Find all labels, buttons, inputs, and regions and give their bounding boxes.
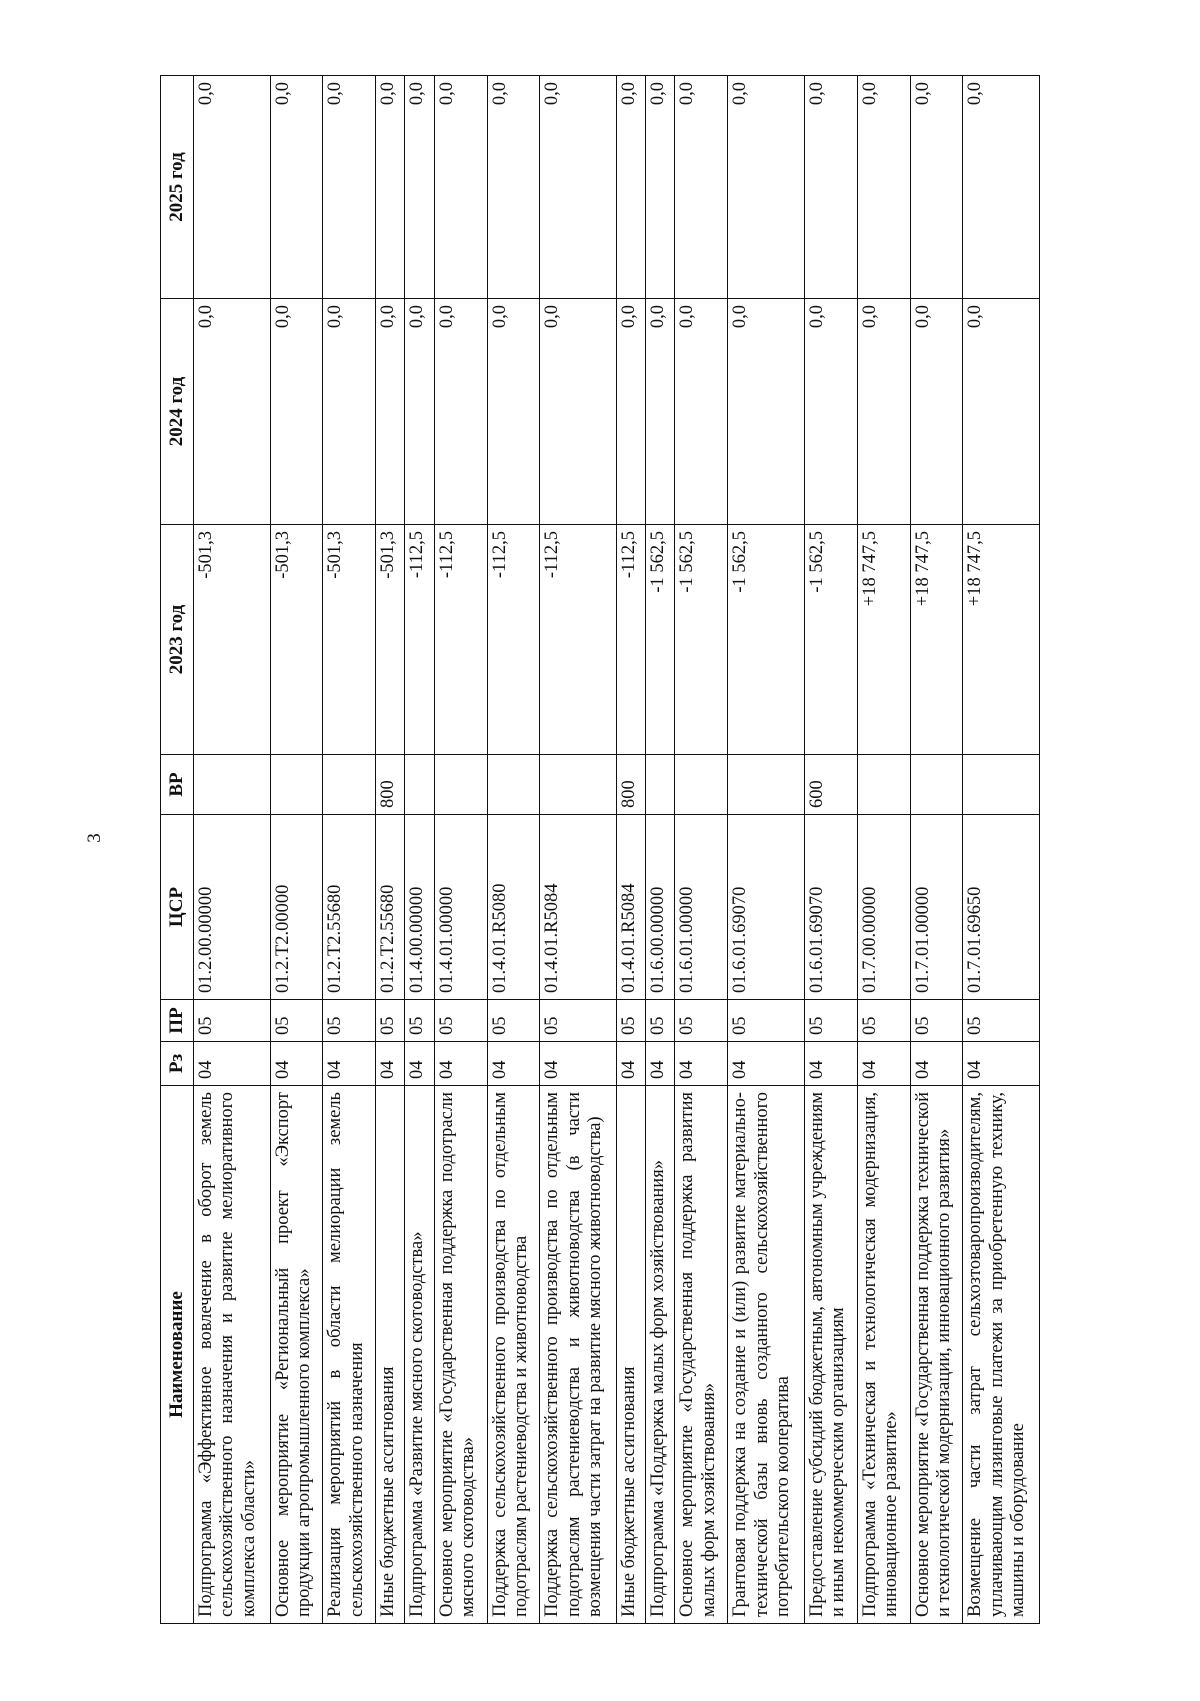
cell-pr: 05 <box>405 1000 434 1042</box>
cell-pr: 05 <box>675 1000 728 1042</box>
cell-2025: 0,0 <box>194 76 271 299</box>
cell-rz: 04 <box>434 1042 487 1086</box>
cell-vr <box>857 755 910 815</box>
cell-pr: 05 <box>434 1000 487 1042</box>
cell-vr: 800 <box>616 755 645 815</box>
cell-2025: 0,0 <box>804 76 857 299</box>
cell-name: Поддержка сельскохозяйственного производства по отдельным подотраслям растениеводства и животноводства (в части возмещения части затрат на развитие мясного животноводства) <box>540 1086 617 1624</box>
cell-2024: 0,0 <box>487 299 540 525</box>
cell-rz: 04 <box>675 1042 728 1086</box>
cell-2024: 0,0 <box>270 299 323 525</box>
cell-csr: 01.7.01.00000 <box>910 815 963 1000</box>
table-row <box>910 76 963 1624</box>
cell-csr: 01.2.T2.00000 <box>270 815 323 1000</box>
cell-2024: 0,0 <box>376 299 405 525</box>
cell-rz: 04 <box>405 1042 434 1086</box>
header-vr: ВР <box>161 755 194 815</box>
cell-pr: 05 <box>194 1000 271 1042</box>
cell-rz: 04 <box>487 1042 540 1086</box>
cell-2023: -501,3 <box>270 525 323 755</box>
header-2024: 2024 год <box>161 299 194 525</box>
cell-2025: 0,0 <box>910 76 963 299</box>
page-number: 3 <box>84 833 105 843</box>
cell-vr <box>540 755 617 815</box>
cell-2025: 0,0 <box>728 76 805 299</box>
cell-2025: 0,0 <box>963 76 1040 299</box>
cell-pr: 05 <box>270 1000 323 1042</box>
table-body <box>194 76 1040 1624</box>
cell-rz: 04 <box>963 1042 1040 1086</box>
cell-csr: 01.6.01.69070 <box>804 815 857 1000</box>
cell-pr: 05 <box>857 1000 910 1042</box>
cell-vr <box>434 755 487 815</box>
header-rz: Рз <box>161 1042 194 1086</box>
cell-name: Подпрограмма «Развитие мясного скотоводства» <box>405 1086 434 1624</box>
cell-2024: 0,0 <box>540 299 617 525</box>
cell-pr: 05 <box>616 1000 645 1042</box>
table-row <box>405 76 434 1624</box>
cell-csr: 01.6.01.69070 <box>728 815 805 1000</box>
cell-2025: 0,0 <box>616 76 645 299</box>
cell-name: Возмещение части затрат сельхозтоваропроизводителям, уплачивающим лизинговые платежи за приобретенную технику, машины и оборудование <box>963 1086 1040 1624</box>
cell-csr: 01.4.01.R5080 <box>487 815 540 1000</box>
cell-2024: 0,0 <box>963 299 1040 525</box>
cell-2025: 0,0 <box>376 76 405 299</box>
cell-2025: 0,0 <box>646 76 675 299</box>
cell-vr <box>270 755 323 815</box>
cell-name: Основное мероприятие «Государственная поддержка подотрасли мясного скотоводства» <box>434 1086 487 1624</box>
table-row <box>323 76 376 1624</box>
cell-pr: 05 <box>804 1000 857 1042</box>
cell-2023: -501,3 <box>323 525 376 755</box>
cell-name: Подпрограмма «Эффективное вовлечение в оборот земель сельскохозяйственного назначения и развитие мелиоративного комплекса области» <box>194 1086 271 1624</box>
cell-pr: 05 <box>376 1000 405 1042</box>
cell-2025: 0,0 <box>434 76 487 299</box>
cell-csr: 01.7.01.69650 <box>963 815 1040 1000</box>
cell-2023: -112,5 <box>487 525 540 755</box>
header-name: Наименование <box>161 1086 194 1624</box>
cell-2023: -1 562,5 <box>728 525 805 755</box>
cell-vr: 800 <box>376 755 405 815</box>
cell-2025: 0,0 <box>675 76 728 299</box>
table-row <box>857 76 910 1624</box>
cell-2023: +18 747,5 <box>910 525 963 755</box>
cell-csr: 01.2.T2.55680 <box>376 815 405 1000</box>
cell-2023: -1 562,5 <box>646 525 675 755</box>
cell-2024: 0,0 <box>616 299 645 525</box>
table-row <box>646 76 675 1624</box>
cell-vr <box>728 755 805 815</box>
cell-2024: 0,0 <box>675 299 728 525</box>
cell-name: Подпрограмма «Поддержка малых форм хозяйствования» <box>646 1086 675 1624</box>
rotated-table-container <box>160 76 1040 1624</box>
table-row <box>675 76 728 1624</box>
cell-2023: -501,3 <box>194 525 271 755</box>
cell-csr: 01.4.01.R5084 <box>540 815 617 1000</box>
cell-2023: +18 747,5 <box>963 525 1040 755</box>
cell-2023: -112,5 <box>405 525 434 755</box>
table-row <box>487 76 540 1624</box>
cell-rz: 04 <box>857 1042 910 1086</box>
cell-rz: 04 <box>540 1042 617 1086</box>
cell-pr: 05 <box>323 1000 376 1042</box>
cell-vr <box>963 755 1040 815</box>
cell-rz: 04 <box>616 1042 645 1086</box>
table-row <box>434 76 487 1624</box>
cell-rz: 04 <box>194 1042 271 1086</box>
cell-vr: 600 <box>804 755 857 815</box>
cell-2025: 0,0 <box>270 76 323 299</box>
cell-2024: 0,0 <box>857 299 910 525</box>
cell-2024: 0,0 <box>804 299 857 525</box>
table-row <box>728 76 805 1624</box>
cell-2023: +18 747,5 <box>857 525 910 755</box>
cell-rz: 04 <box>323 1042 376 1086</box>
cell-2024: 0,0 <box>434 299 487 525</box>
header-pr: ПР <box>161 1000 194 1042</box>
table-row <box>540 76 617 1624</box>
header-2023: 2023 год <box>161 525 194 755</box>
cell-2025: 0,0 <box>487 76 540 299</box>
cell-name: Предоставление субсидий бюджетным, автономным учреждениям и иным некоммерческим организациям <box>804 1086 857 1624</box>
cell-pr: 05 <box>963 1000 1040 1042</box>
table-row <box>963 76 1040 1624</box>
cell-csr: 01.7.00.00000 <box>857 815 910 1000</box>
cell-pr: 05 <box>540 1000 617 1042</box>
cell-name: Реализация мероприятий в области мелиорации земель сельскохозяйственного назначения <box>323 1086 376 1624</box>
cell-name: Подпрограмма «Техническая и технологическая модернизация, инновационное развитие» <box>857 1086 910 1624</box>
cell-2024: 0,0 <box>646 299 675 525</box>
table-row <box>194 76 271 1624</box>
cell-2024: 0,0 <box>323 299 376 525</box>
cell-2023: -501,3 <box>376 525 405 755</box>
cell-2024: 0,0 <box>728 299 805 525</box>
cell-name: Поддержка сельскохозяйственного производства по отдельным подотраслям растениеводства и животноводства <box>487 1086 540 1624</box>
cell-pr: 05 <box>646 1000 675 1042</box>
cell-vr <box>675 755 728 815</box>
cell-2025: 0,0 <box>540 76 617 299</box>
header-2025: 2025 год <box>161 76 194 299</box>
table-row <box>270 76 323 1624</box>
cell-rz: 04 <box>376 1042 405 1086</box>
cell-csr: 01.6.01.00000 <box>675 815 728 1000</box>
budget-table <box>160 75 1040 1624</box>
cell-csr: 01.4.00.00000 <box>405 815 434 1000</box>
cell-rz: 04 <box>646 1042 675 1086</box>
cell-vr <box>646 755 675 815</box>
cell-name: Основное мероприятие «Государственная поддержка развития малых форм хозяйствования» <box>675 1086 728 1624</box>
cell-csr: 01.4.01.R5084 <box>616 815 645 1000</box>
cell-name: Иные бюджетные ассигнования <box>376 1086 405 1624</box>
cell-csr: 01.6.00.00000 <box>646 815 675 1000</box>
cell-2025: 0,0 <box>323 76 376 299</box>
cell-2023: -112,5 <box>540 525 617 755</box>
cell-csr: 01.4.01.00000 <box>434 815 487 1000</box>
header-csr: ЦСР <box>161 815 194 1000</box>
cell-pr: 05 <box>910 1000 963 1042</box>
cell-name: Основное мероприятие «Региональный проект «Экспорт продукции агропромышленного комплекса» <box>270 1086 323 1624</box>
cell-name: Иные бюджетные ассигнования <box>616 1086 645 1624</box>
cell-vr <box>405 755 434 815</box>
cell-vr <box>910 755 963 815</box>
cell-name: Основное мероприятие «Государственная поддержка технической и технологической модернизации, инновационного развития» <box>910 1086 963 1624</box>
table-row <box>616 76 645 1624</box>
cell-rz: 04 <box>270 1042 323 1086</box>
cell-2023: -1 562,5 <box>675 525 728 755</box>
cell-rz: 04 <box>804 1042 857 1086</box>
cell-name: Грантовая поддержка на создание и (или) развитие материально-технической базы вновь созданного сельскохозяйственного потребительского кооператива <box>728 1086 805 1624</box>
cell-2024: 0,0 <box>405 299 434 525</box>
cell-rz: 04 <box>728 1042 805 1086</box>
cell-2024: 0,0 <box>194 299 271 525</box>
cell-2023: -112,5 <box>616 525 645 755</box>
cell-2025: 0,0 <box>857 76 910 299</box>
cell-vr <box>487 755 540 815</box>
table-row <box>804 76 857 1624</box>
cell-2023: -112,5 <box>434 525 487 755</box>
cell-pr: 05 <box>487 1000 540 1042</box>
cell-2025: 0,0 <box>405 76 434 299</box>
cell-2023: -1 562,5 <box>804 525 857 755</box>
cell-pr: 05 <box>728 1000 805 1042</box>
cell-csr: 01.2.T2.55680 <box>323 815 376 1000</box>
table-row <box>376 76 405 1624</box>
cell-vr <box>323 755 376 815</box>
cell-csr: 01.2.00.00000 <box>194 815 271 1000</box>
cell-vr <box>194 755 271 815</box>
cell-rz: 04 <box>910 1042 963 1086</box>
table-header-row <box>161 76 194 1624</box>
cell-2024: 0,0 <box>910 299 963 525</box>
